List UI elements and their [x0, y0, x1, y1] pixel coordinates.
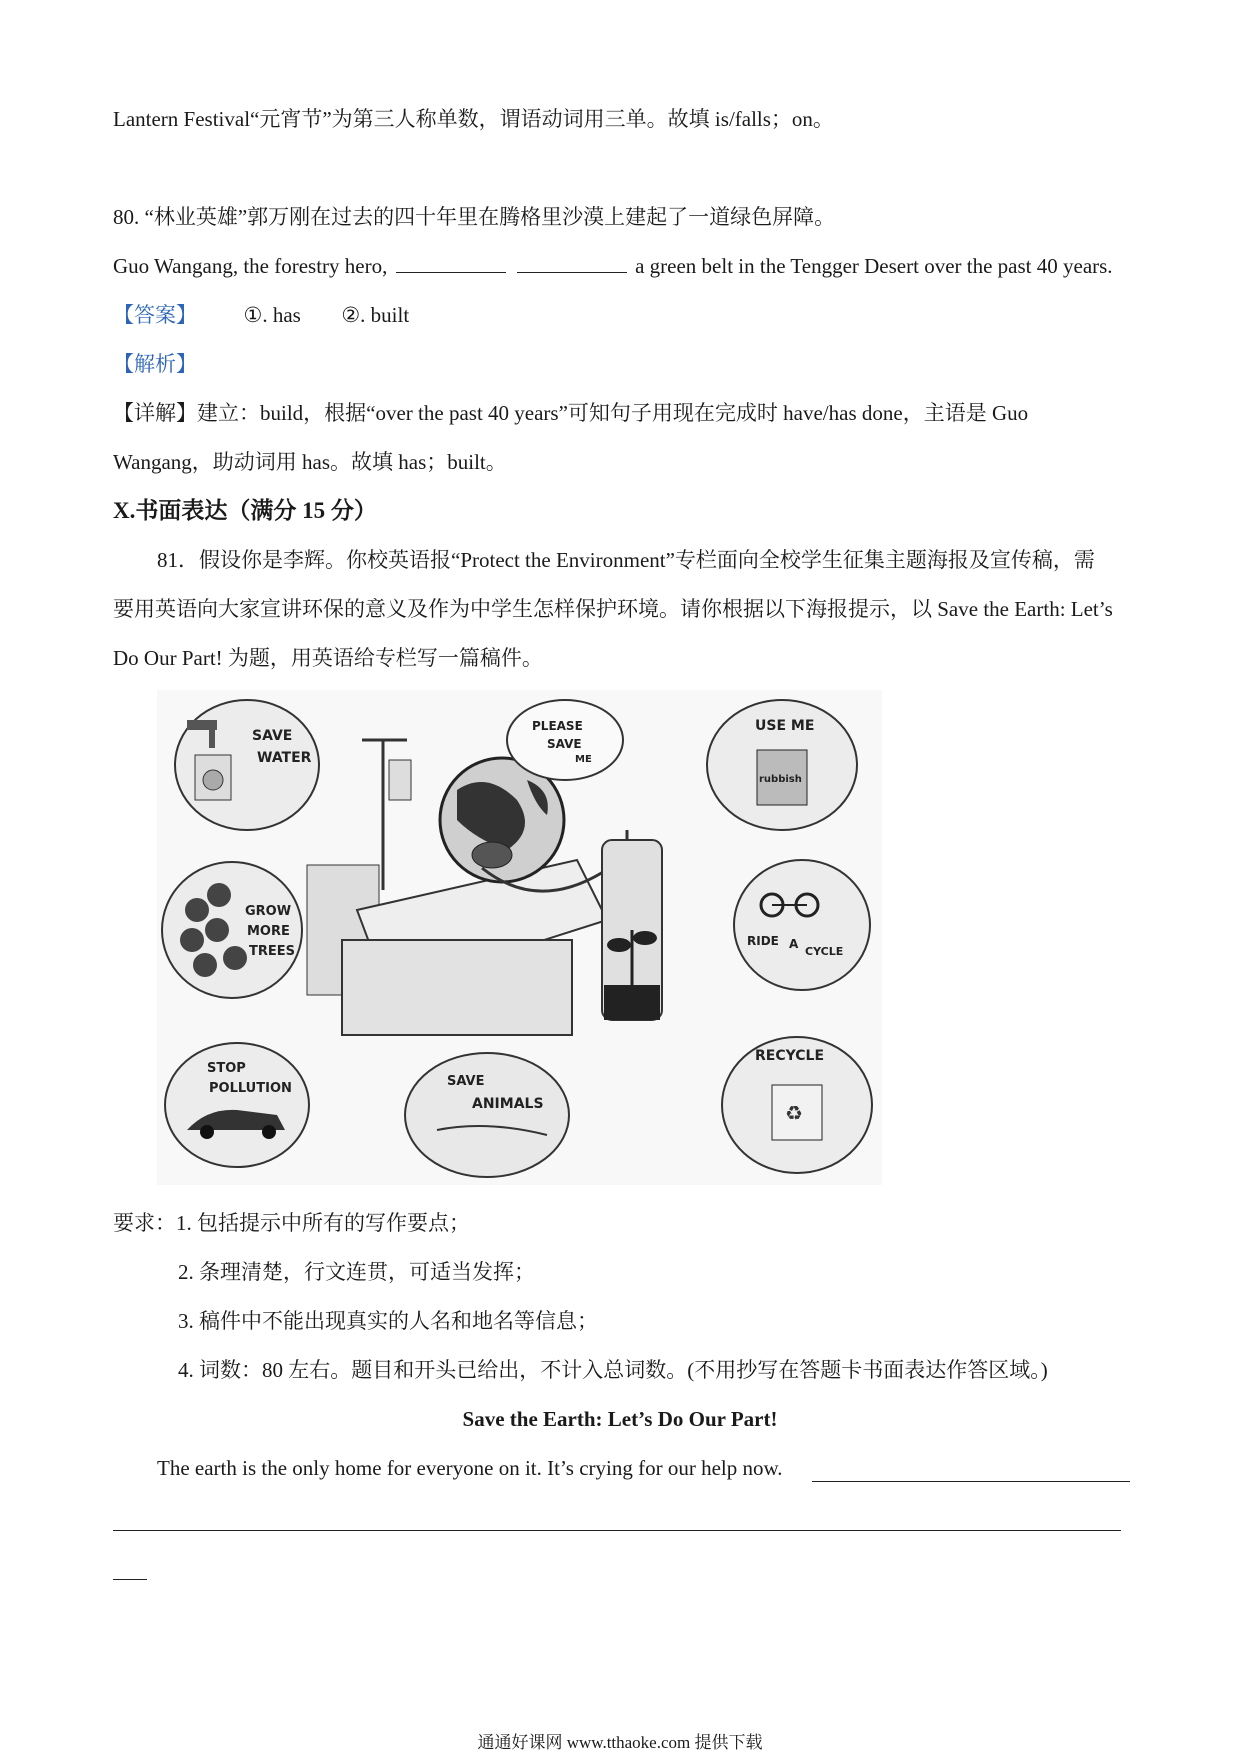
q80-blank-2[interactable] [517, 252, 627, 273]
answer-line-2[interactable] [113, 1530, 1121, 1531]
answer-line-3[interactable] [113, 1579, 147, 1580]
prev-answer-line: Lantern Festival“元宵节”为第三人称单数，谓语动词用三单。故填 is/falls；on。 [113, 107, 834, 131]
q81-line-1: 81．假设你是李辉。你校英语报“Protect the Environment”专栏面向全校学生征集主题海报及宣传稿，需 [157, 548, 1095, 572]
requirement-4: 4. 词数：80 左右。题目和开头已给出，不计入总词数。(不用抄写在答题卡书面表达作答区域。) [178, 1358, 1048, 1382]
recycle-word: RECYCLE [755, 1048, 825, 1064]
save-water-bubble [175, 700, 319, 830]
grow-word-2: MORE [247, 924, 290, 939]
recycle-icon: ♻ [785, 1101, 803, 1125]
stop-pollution-bubble [165, 1043, 309, 1167]
requirements-line-1 [113, 1208, 470, 1238]
requirement-3: 3. 稿件中不能出现真实的人名和地名等信息； [178, 1309, 598, 1333]
answer-line-1[interactable] [812, 1481, 1130, 1482]
me-word: ME [575, 754, 592, 765]
ride-word: RIDE [747, 934, 779, 948]
save-water-word-1: SAVE [252, 728, 293, 744]
essay-opening: The earth is the only home for everyone on it. It’s crying for our help now. [157, 1456, 783, 1480]
q80-prompt: 80. “林业英雄”郭万刚在过去的四十年里在腾格里沙漠上建起了一道绿色屏障。 [113, 205, 836, 229]
save-word: SAVE [547, 737, 582, 751]
q80-sentence-after: a green belt in the Tengger Desert over the past 40 years. [635, 254, 1113, 278]
use-me-bubble [707, 700, 857, 830]
poster-illustration [157, 690, 882, 1185]
q81-line-3: Do Our Part! 为题，用英语给专栏写一篇稿件。 [113, 646, 543, 670]
rubbish-word: rubbish [759, 774, 802, 785]
pollution-word: POLLUTION [209, 1081, 292, 1096]
detail-line-1: 【详解】建立：build，根据“over the past 40 years”可知句子用现在完成时 have/has done，主语是 Guo [113, 401, 1029, 425]
requirement-2: 2. 条理清楚，行文连贯，可适当发挥； [178, 1260, 535, 1284]
requirement-1: 1. 包括提示中所有的写作要点； [176, 1211, 470, 1235]
section-heading: X.书面表达（满分 15 分） [113, 498, 377, 523]
grow-trees-bubble [162, 862, 302, 998]
save-water-word-2: WATER [257, 750, 312, 766]
grow-word-3: TREES [249, 944, 296, 959]
oxygen-bottle [602, 840, 662, 1020]
grow-word-1: GROW [245, 904, 292, 919]
use-me-word: USE ME [755, 718, 815, 734]
essay-title: Save the Earth: Let’s Do Our Part! [462, 1407, 778, 1431]
q80-blank-1[interactable] [396, 252, 506, 273]
speech-bubble [507, 700, 623, 780]
q81-line-2: 要用英语向大家宣讲环保的意义及作为中学生怎样保护环境。请你根据以下海报提示，以 Save the Earth: Let’s [113, 597, 1113, 621]
detail-line-2: Wangang，助动词用 has。故填 has；built。 [113, 450, 507, 474]
a-word: A [789, 937, 799, 951]
ride-cycle-bubble [734, 860, 870, 990]
page-footer: 通通好课网 www.tthaoke.com 提供下载 [477, 1733, 763, 1752]
save-animals-word-1: SAVE [447, 1074, 485, 1089]
answer-2: ②. built [341, 303, 410, 327]
answer-1: ①. has [243, 303, 301, 327]
requirements-label: 要求： [113, 1211, 176, 1235]
analysis-label: 【解析】 [113, 352, 197, 376]
q80-sentence-before: Guo Wangang, the forestry hero, [113, 254, 388, 278]
q80-answer [113, 300, 409, 330]
poster-svg [157, 690, 882, 1185]
stop-word: STOP [207, 1061, 246, 1076]
cycle-word: CYCLE [805, 945, 844, 958]
please-word: PLEASE [532, 719, 583, 733]
save-animals-word-2: ANIMALS [472, 1096, 544, 1112]
recycle-bubble [722, 1037, 872, 1173]
save-animals-bubble [405, 1053, 569, 1177]
q80-sentence [113, 251, 1113, 281]
answer-label: 【答案】 [113, 303, 197, 327]
